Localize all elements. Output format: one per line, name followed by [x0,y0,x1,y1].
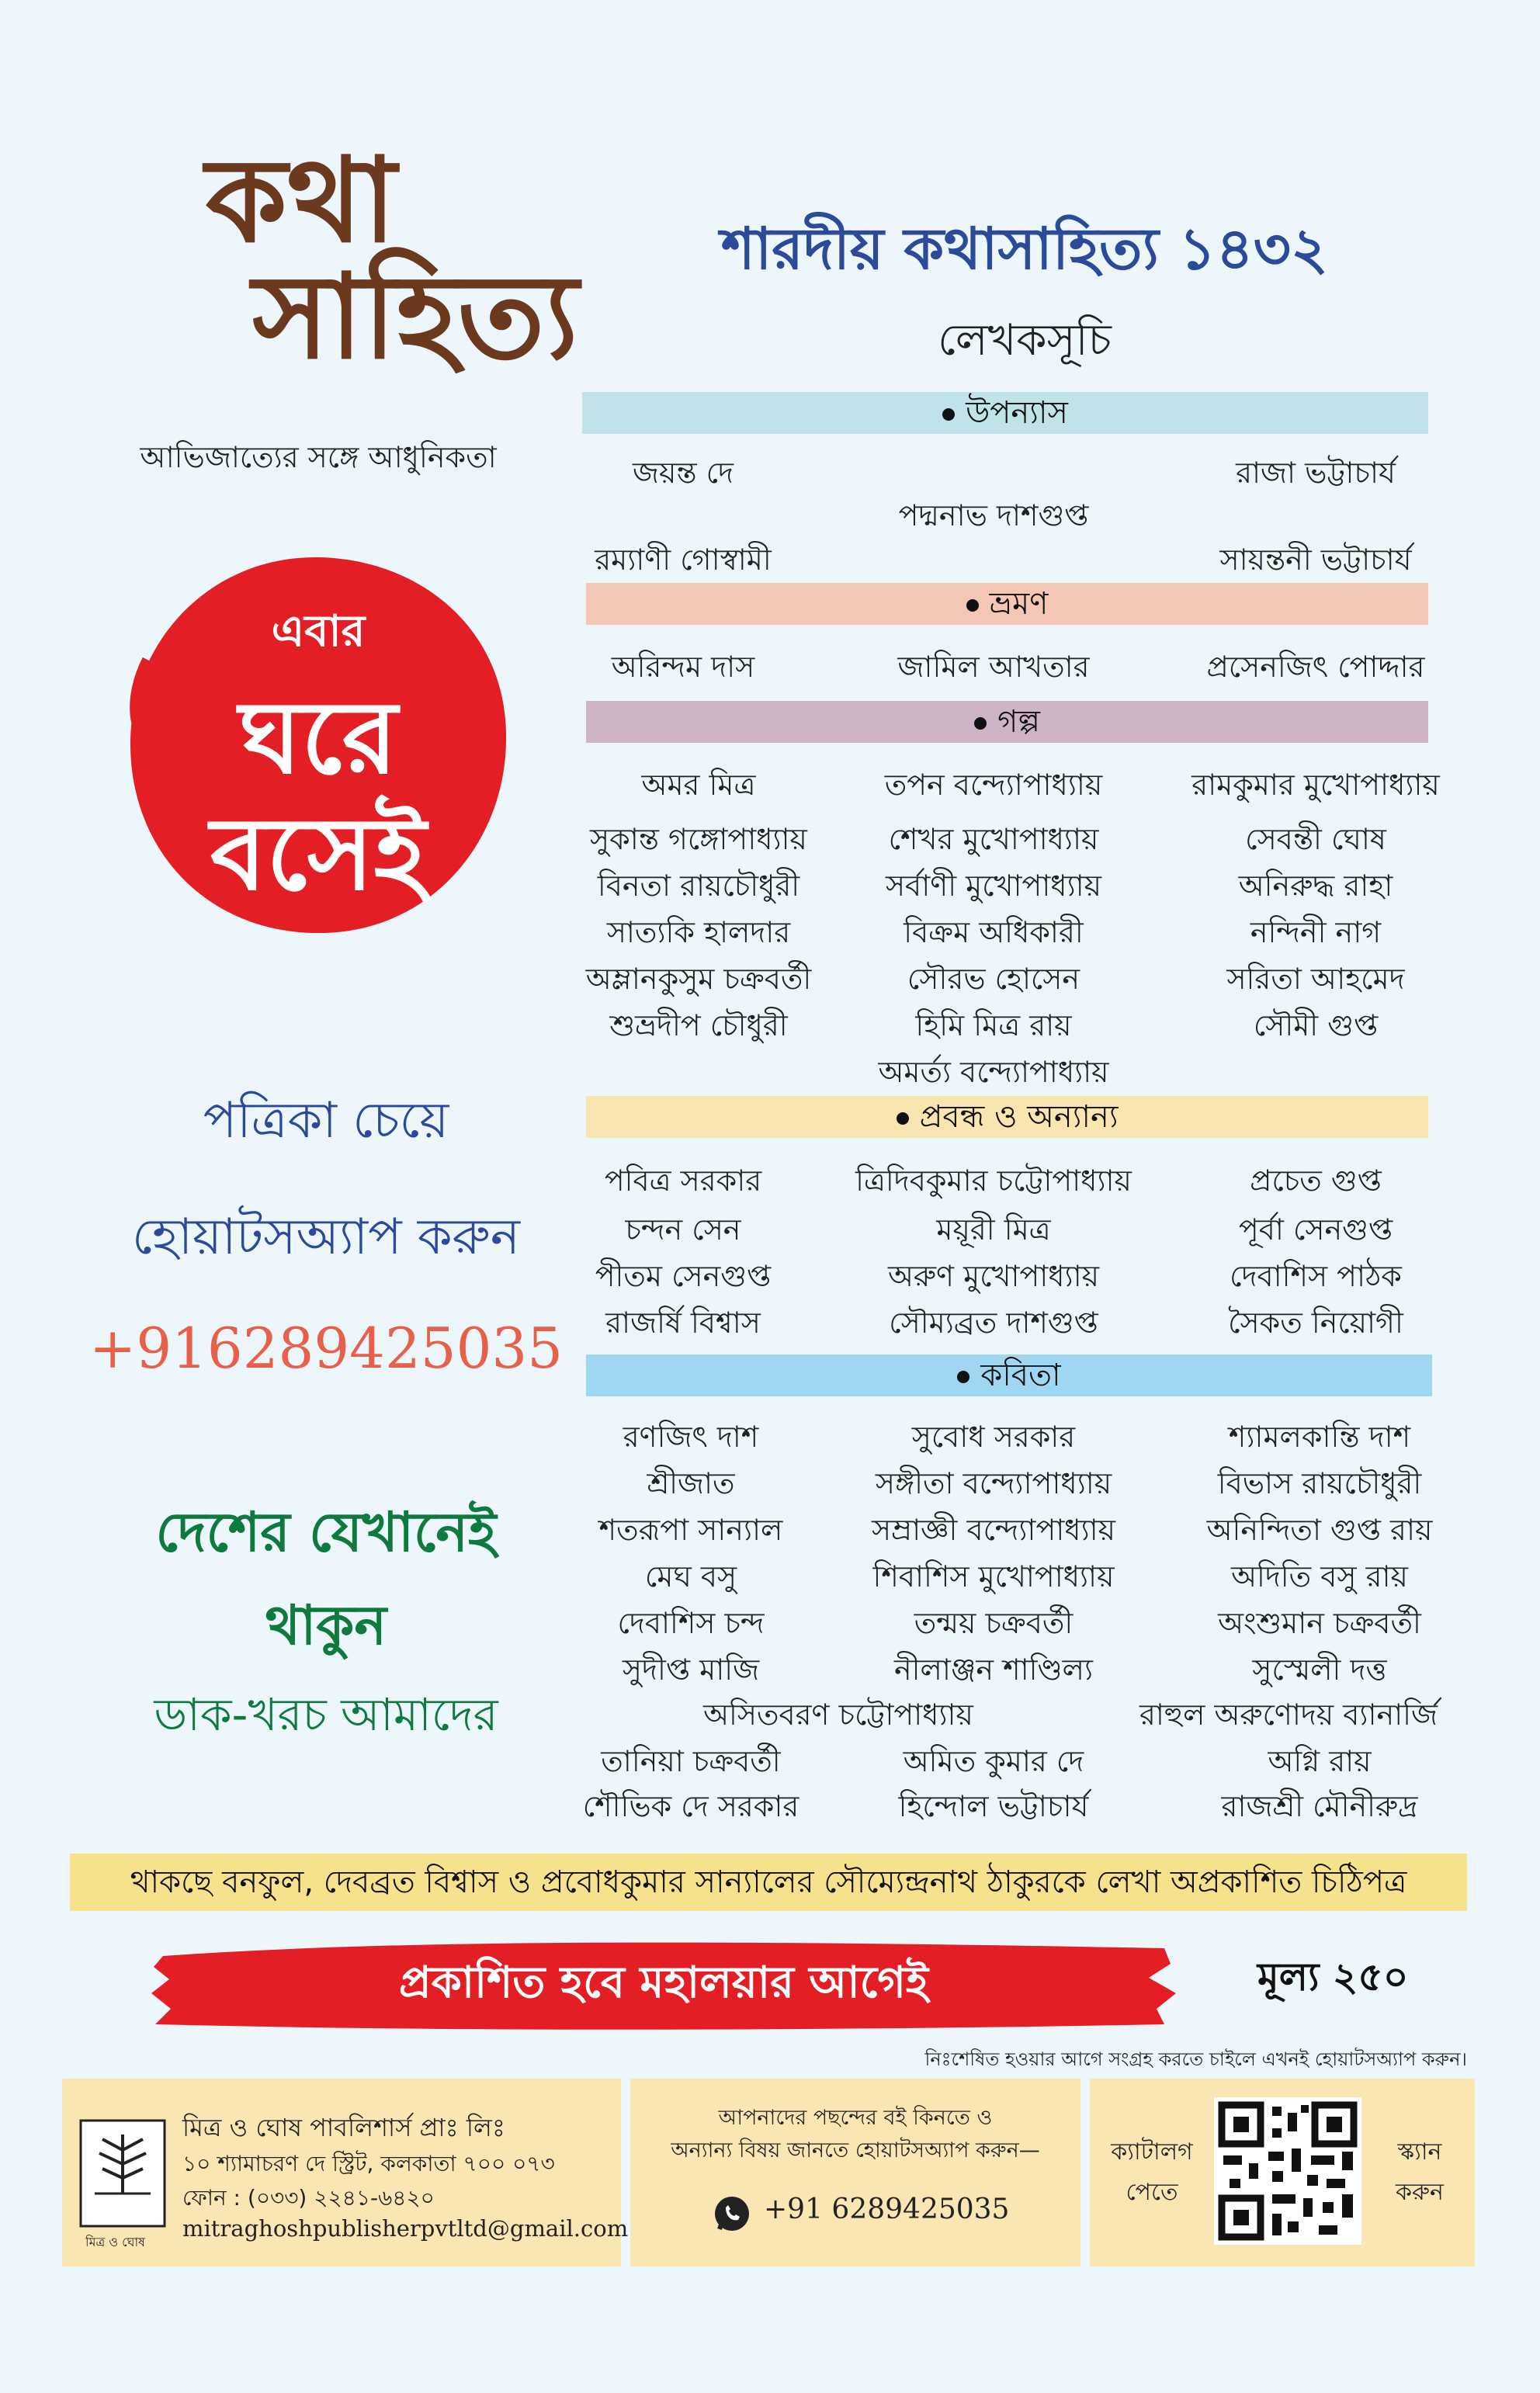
author-name: নন্দিনী নাগ [1250,915,1382,949]
author-name: শেখর মুখোপাধ্যায় [888,822,1099,856]
author-name: অদিতি বসু রায় [1231,1559,1408,1594]
whatsapp-line-1: আপনাদের পছন্দের বই কিনতে ও [718,2106,993,2130]
author-name: ত্রিদিবকুমার চট্টোপাধ্যায় [855,1164,1132,1198]
author-name: সৈকত নিয়োগী [1228,1306,1403,1340]
author-name: দেবাশিস পাঠক [1230,1259,1402,1293]
author-name: বিনতা রায়চৌধুরী [597,869,800,903]
whatsapp-box [630,2079,1080,2266]
author-name: অরিন্দম দাস [611,650,755,684]
author-name: শতরূপা সান্যাল [598,1513,783,1547]
section-label: প্রবন্ধ ও অন্যান্য [919,1099,1119,1135]
author-name: শৌভিক দে সরকার [582,1789,799,1823]
promo-ebar: এবার [271,606,366,657]
catalog-line-1: ক্যাটালগ [1111,2138,1193,2166]
author-name: জয়ন্ত দে [632,456,734,490]
stock-note: নিঃশেষিত হওয়ার আগে সংগ্রহ করতে চাইলে এখনই হোয়াটসঅ্যাপ করুন। [924,2048,1467,2070]
bullet-icon [966,599,979,612]
section-bar-bhraman [586,583,1428,625]
section-label: কবিতা [980,1358,1061,1393]
brand-tagline: আভিজাত্যের সঙ্গে আধুনিকতা [140,440,497,474]
publisher-email[interactable]: mitraghoshpublisherpvtltd@gmail.com [182,2215,629,2242]
section-label: উপন্যাস [966,395,1068,431]
order-line-2: হোয়াটসঅ্যাপ করুন [132,1209,520,1266]
author-name: অগ্নি রায় [1268,1744,1372,1778]
author-name: মেঘ বসু [644,1559,737,1594]
whatsapp-line-2: অন্যান্য বিষয় জানতে হোয়াটসঅ্যাপ করুন— [671,2138,1040,2162]
order-line-1: পত্রিকা চেয়ে [203,1092,449,1150]
section-label: গল্প [997,704,1040,740]
author-name: তন্ময় চক্রবর্তী [914,1606,1073,1640]
author-name: রাজশ্রী মৌনীরুদ্র [1221,1789,1418,1823]
author-name: ময়ূরী মিত্র [936,1212,1051,1247]
qr-code-icon[interactable] [1214,2097,1361,2245]
author-name: রণজিৎ দাশ [623,1420,759,1454]
author-name: সৌম্যব্রত দাশগুপ্ত [889,1306,1098,1340]
author-name: হিমি মিত্র রায় [915,1008,1072,1042]
catalog-box [1090,2079,1475,2266]
author-name: প্রচেত গুপ্ত [1250,1164,1382,1198]
promo-phone: +916289425035 [88,1316,564,1381]
author-name: অমিত কুমার দে [903,1744,1084,1778]
author-name: রাজা ভট্টাচার্য [1236,456,1396,490]
author-name: দেবাশিস চন্দ [617,1606,765,1640]
publisher-logo-text: মিত্র ও ঘোষ [85,2235,146,2249]
author-name: বিক্রম অধিকারী [904,915,1084,949]
country-line-2: থাকুন [265,1594,387,1657]
author-name: রামকুমার মুখোপাধ্যায় [1191,768,1440,802]
author-name: রাহুল অরুণোদয় ব্যানার্জি [1139,1698,1438,1732]
publisher-logo-icon [79,2119,166,2228]
author-name: সরিতা আহমেদ [1226,962,1405,996]
footer [62,2079,1475,2266]
promo-bosei: বসেই [210,795,427,913]
author-name: অনিন্দিতা গুপ্ত রায় [1206,1513,1433,1547]
bullet-icon [942,408,955,421]
author-name: হিন্দোল ভট্টাচার্য [898,1789,1089,1823]
author-name: সুবোধ সরকার [911,1420,1076,1454]
author-name: রাজর্ষি বিশ্বাস [605,1306,761,1340]
author-name: রম্যাণী গোস্বামী [595,543,772,577]
svg-text:কথা: কথা [206,132,397,269]
author-name: সুদীপ্ত মাজি [622,1653,760,1687]
svg-text:সাহিত্য: সাহিত্য [252,248,579,385]
author-name: বিভাস রায়চৌধুরী [1217,1466,1422,1500]
author-name: নীলাঞ্জন শাণ্ডিল্য [893,1653,1094,1687]
scan-line-2: করুন [1396,2179,1444,2206]
author-name: শ্যামলকান্তি দাশ [1228,1420,1411,1454]
author-name: চন্দন সেন [625,1212,741,1247]
author-name: সেবন্তী ঘোষ [1245,822,1386,856]
price-label: মূল্য ২৫০ [1257,1954,1409,1999]
issue-title: শারদীয় কথাসাহিত্য ১৪৩২ [721,216,1328,283]
author-name: পদ্মনাভ দাশগুপ্ত [898,498,1089,532]
section-bar-prabandha [586,1096,1428,1138]
author-name: জামিল আখতার [897,650,1090,684]
author-name: অংশুমান চক্রবর্তী [1218,1606,1421,1640]
publisher-address: ১০ শ্যামাচরণ দে স্ট্রিট, কলকাতা ৭০০ ০৭৩ [182,2151,555,2176]
publisher-phone: ফোন : (০৩৩) ২২৪১-৬৪২০ [182,2185,435,2211]
whatsapp-icon [712,2194,752,2234]
author-name: অনিরুদ্ধ রাহা [1238,869,1393,903]
author-name: অম্লানকুসুম চক্রবর্তী [585,962,812,996]
author-name: শ্রীজাত [647,1466,735,1500]
author-name: তানিয়া চক্রবর্তী [601,1744,781,1778]
author-name: পীতম সেনগুপ্ত [595,1259,772,1293]
scan-line-1: স্ক্যান [1397,2138,1442,2166]
author-name: সায়ন্তনী ভট্টাচার্য [1219,543,1412,577]
author-name: অমর মিত্র [641,768,756,802]
author-name: শুভ্রদীপ চৌধুরী [609,1008,788,1042]
author-name: শিবাশিস মুখোপাধ্যায় [872,1559,1115,1594]
author-name: সুকান্ত গঙ্গোপাধ্যায় [590,822,807,856]
section-label: ভ্রমণ [989,586,1049,622]
bullet-icon [897,1112,909,1125]
author-name: পূর্বা সেনগুপ্ত [1238,1212,1393,1247]
release-text: প্রকাশিত হবে মহালয়ার আগেই [398,1958,929,2008]
author-list-heading: লেখকসূচি [938,315,1112,366]
bullet-icon [974,717,987,730]
author-name: তপন বন্দ্যোপাধ্যায় [884,768,1103,802]
publisher-box [62,2079,629,2266]
author-name: সর্বাণী মুখোপাধ্যায় [885,869,1102,903]
author-name: অসিতবরণ চট্টোপাধ্যায় [703,1698,973,1732]
section-bar-kabita [586,1354,1432,1396]
author-name: সৌমী গুপ্ত [1253,1008,1379,1042]
unpublished-letters-note: থাকছে বনফুল, দেবব্রত বিশ্বাস ও প্রবোধকুমার সান্যালের সৌম্যেন্দ্রনাথ ঠাকুরকে লেখা অপ্রকাশিত চিঠিপত্র [70,1854,1467,1911]
kathasahitya-logo [198,124,579,385]
author-name: অরুণ মুখোপাধ্যায় [887,1259,1099,1293]
release-banner [147,1933,1180,2034]
section-bar-galpa [586,701,1428,743]
country-line-1: দেশের যেখানেই [155,1500,497,1564]
author-name: পবিত্র সরকার [604,1164,762,1198]
catalog-line-2: পেতে [1126,2179,1178,2206]
bullet-icon [957,1371,969,1383]
whatsapp-number[interactable]: +91 6289425035 [764,2194,1010,2225]
author-name: সঙ্গীতা বন্দ্যোপাধ্যায় [875,1466,1112,1500]
promo-red-circle [116,543,520,947]
promo-ghore: ঘরে [238,678,398,796]
author-name: সাত্যকি হালদার [606,915,791,949]
author-name: সৌরভ হোসেন [907,962,1080,996]
author-name: সুস্মেলী দত্ত [1252,1653,1387,1687]
author-name: অমর্ত্য বন্দ্যোপাধ্যায় [878,1055,1109,1089]
section-bar-upanyas [582,392,1428,434]
publisher-name: মিত্র ও ঘোষ পাবলিশার্স প্রাঃ লিঃ [182,2113,505,2142]
author-name: প্রসেনজিৎ পোদ্দার [1206,650,1425,684]
author-name: সম্রাজ্ঞী বন্দ্যোপাধ্যায় [871,1513,1115,1547]
postage-line: ডাক-খরচ আমাদের [154,1688,498,1741]
